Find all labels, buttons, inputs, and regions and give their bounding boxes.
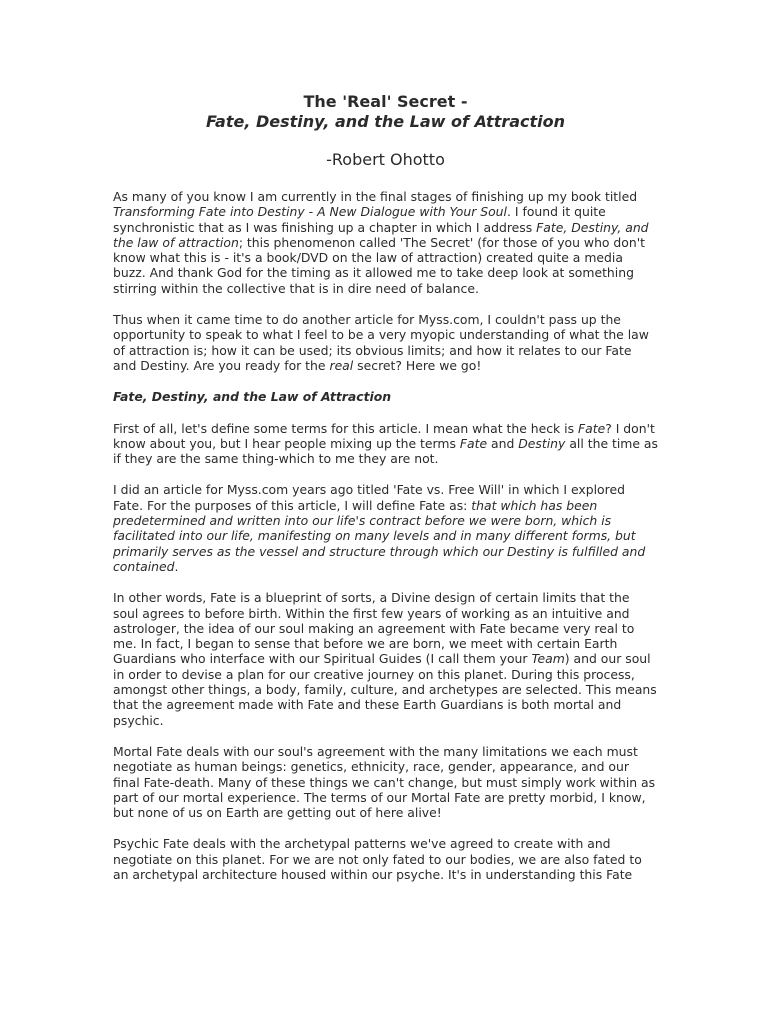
- text-run: secret? Here we go!: [353, 357, 482, 373]
- emphasis: Fate: [459, 435, 488, 451]
- text-run: ? I don't know about you, but I hear people mixing up the terms: [113, 420, 655, 451]
- paragraph-mortal-fate: Mortal Fate deals with our soul's agreement with the many limitations we each must negotiate as human beings: genetics, ethnicity, race, gender, appearance, and our final Fate-death. Many of these things we can't change, but must simply work within as part of our mortal experience. The terms of our Mortal Fate are pretty morbid, I know, but none of us on Earth are getting out of here alive!: [113, 743, 656, 821]
- text-run: . I found it quite synchronistic that as I was finishing up a chapter in which I address: [113, 204, 606, 235]
- paragraph-blueprint: [113, 590, 658, 728]
- emphasis: Destiny: [518, 435, 566, 451]
- section-heading: Fate, Destiny, and the Law of Attraction: [113, 389, 392, 405]
- emphasis: Team: [531, 651, 565, 667]
- emphasis: real: [329, 357, 354, 373]
- text-run: and: [487, 435, 519, 451]
- text-run: ; this phenomenon called 'The Secret' (for those of you who don't know what this is - it's a book/DVD on the law of attraction) created quite a media buzz. And thank God for the timing as it allowed me to take deep look at something stirring within the collective that is in dire need of balance.: [113, 234, 645, 296]
- paragraph-psychic-fate: Psychic Fate deals with the archetypal patterns we've agreed to create with and negotiate on this planet. For we are not only fated to our bodies, we are also fated to an archetypal architecture housed within our psyche. It's in understanding this Fate: [113, 836, 642, 882]
- text-run: I did an article for Myss.com years ago titled 'Fate vs. Free Will' in which I explored Fate. For the purposes of this article, I will define Fate as:: [113, 482, 625, 513]
- title-block: [113, 92, 658, 132]
- text-run: As many of you know I am currently in the final stages of finishing up my book titled: [113, 189, 638, 204]
- text-run: Thus when it came time to do another article for Myss.com, I couldn't pass up the opportunity to speak to what I feel to be a very myopic understanding of what the law of attraction is; how it can be used; its obvious limits; and how it relates to our Fate and Destiny. Are you ready for the: [113, 312, 649, 373]
- fate-definition: that which has been predetermined and written into our life's contract before we were born, which is facilitated into our life, manifesting on many levels and in many different forms, but primarily serves as the vessel and structure through which our Destiny is fulfilled and contained: [113, 497, 646, 574]
- paragraph-define-terms: [113, 421, 658, 467]
- paragraph-intro: [113, 189, 658, 296]
- paragraph-myss-article: [113, 312, 658, 373]
- text-run: First of all, let's define some terms for this article. I mean what the heck is: [113, 420, 578, 436]
- emphasis: Fate, Destiny, and the law of attraction: [113, 219, 649, 250]
- document-title: The 'Real' Secret -: [303, 92, 468, 111]
- paragraph-fate-definition: [113, 482, 658, 574]
- text-run: .: [174, 558, 179, 574]
- text-run: all the time as if they are the same thing-which to me they are not.: [113, 435, 658, 467]
- document-subtitle: Fate, Destiny, and the Law of Attraction: [205, 112, 566, 131]
- emphasis: Fate: [578, 420, 606, 436]
- author-byline: -Robert Ohotto: [326, 150, 445, 169]
- document-page: [113, 0, 658, 882]
- book-title: Transforming Fate into Destiny - A New Dialogue with Your Soul: [113, 204, 507, 220]
- text-run: ) and our soul in order to devise a plan for our creative journey on this planet. During this process, amongst other things, a body, family, culture, and archetypes are selected. This means that the agreement made with Fate and these Earth Guardians is both mortal and psychic.: [113, 651, 657, 728]
- text-run: In other words, Fate is a blueprint of sorts, a Divine design of certain limits that the soul agrees to before birth. Within the first few years of working as an intuitive and astrologer, the idea of our soul making an agreement with Fate became very real to me. In fact, I began to sense that before we are born, we meet with certain Earth Guardians who interface with our Spiritual Guides (I call them your: [113, 590, 635, 667]
